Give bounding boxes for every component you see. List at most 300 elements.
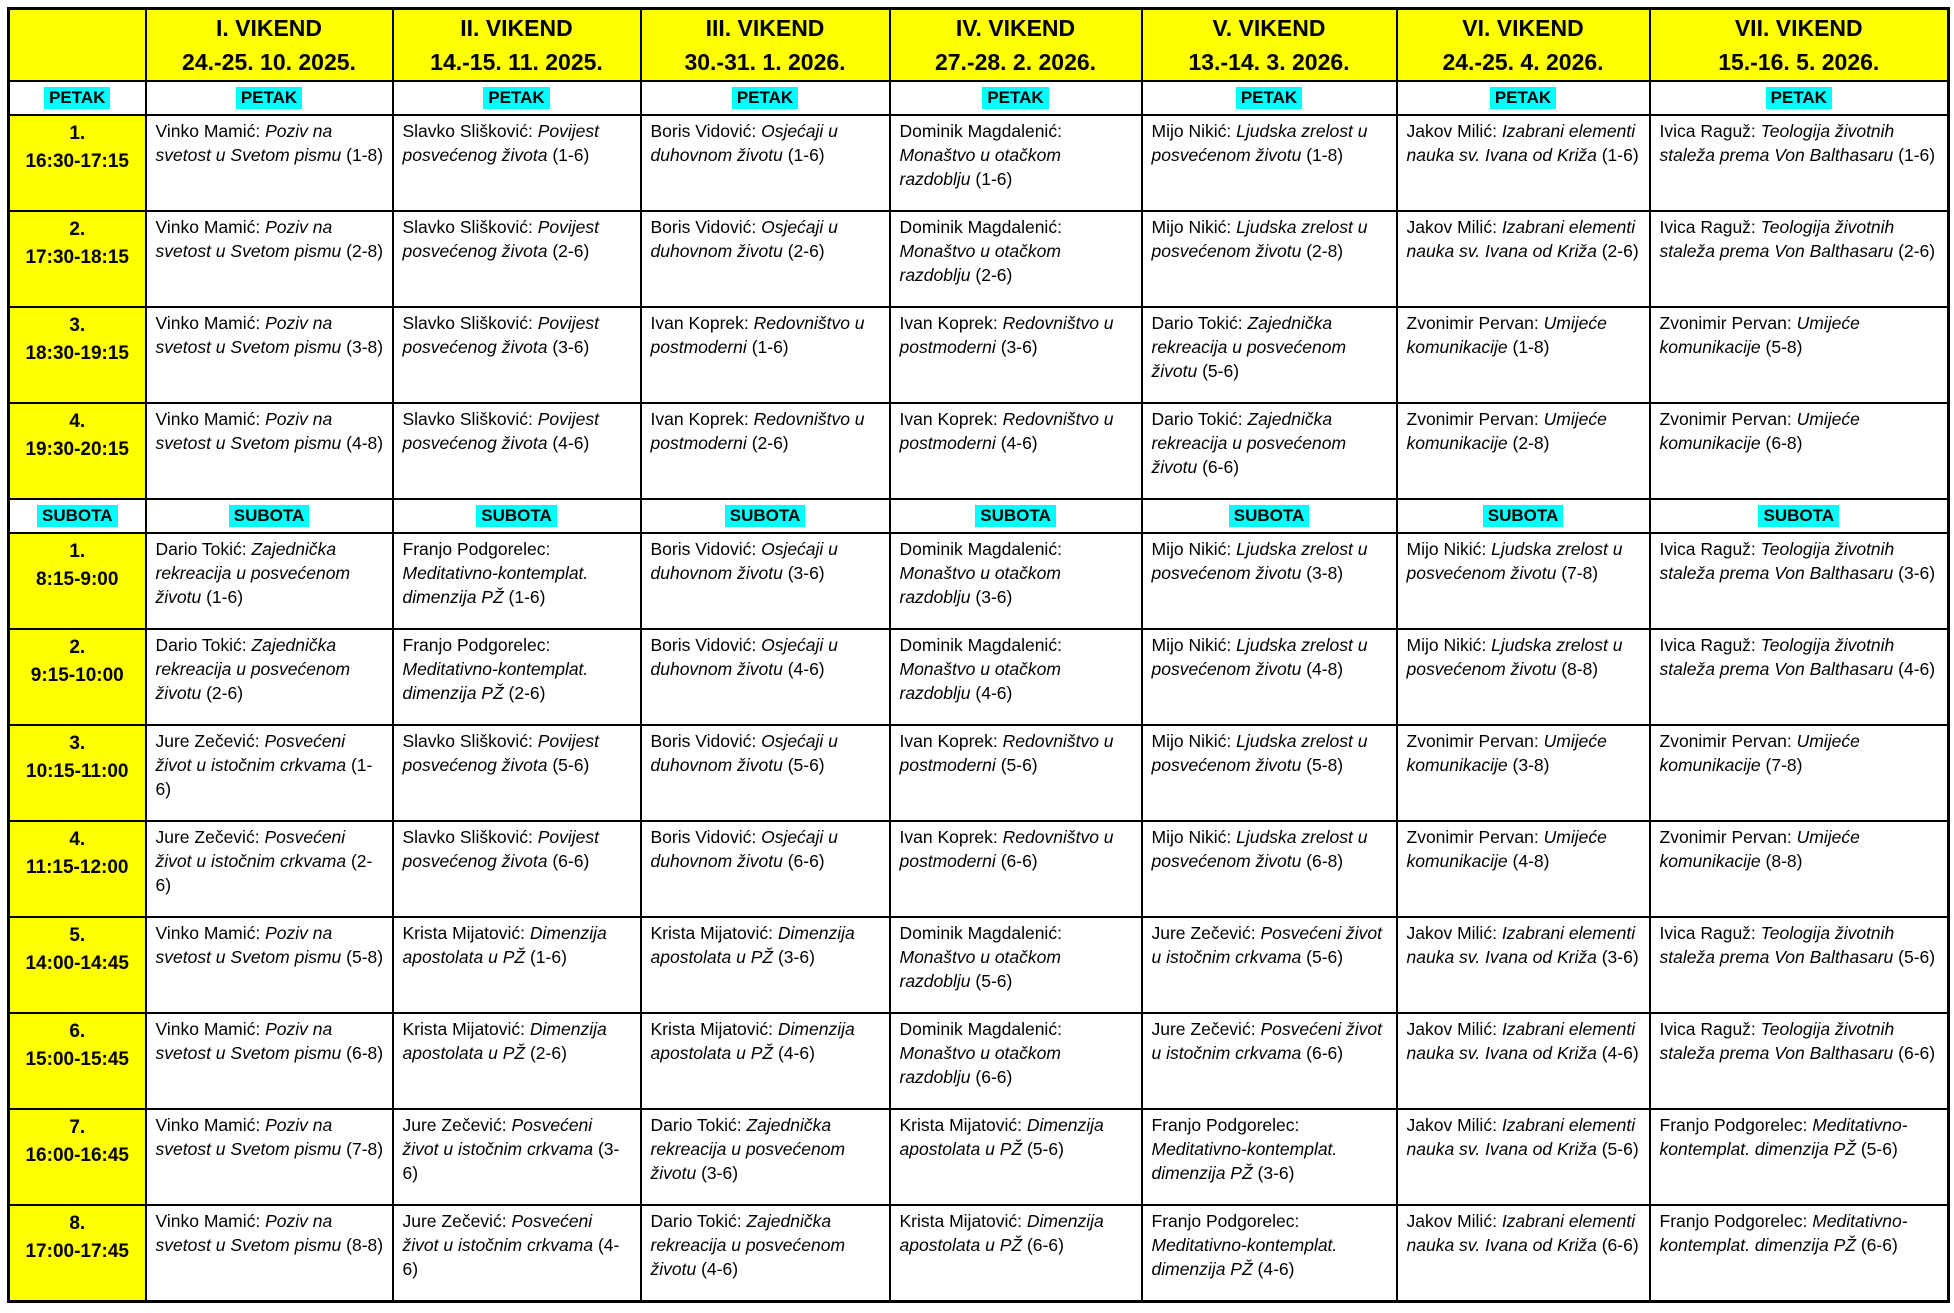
day-label: SUBOTA <box>1229 505 1310 527</box>
day-label-row <box>9 499 1949 533</box>
day-label-cell <box>146 81 393 115</box>
course-title: Poziv na svetost u Svetom pismu <box>155 313 342 357</box>
lecturer-name: Jakov Milić: <box>1406 1019 1497 1039</box>
session-count: (3-6) <box>1000 336 1038 357</box>
session-count: (1-6) <box>1898 144 1936 165</box>
lecturer-name: Franjo Podgorelec: <box>1151 1115 1300 1135</box>
slot-number: 3. <box>69 733 86 754</box>
session-count: (2-8) <box>1306 240 1344 261</box>
lecturer-name: Zvonimir Pervan: <box>1659 409 1792 429</box>
session-count: (4-8) <box>1306 658 1344 679</box>
time-cell <box>9 1205 146 1301</box>
lecture-cell <box>1650 307 1949 403</box>
slot-number: 4. <box>69 411 86 432</box>
lecture-cell <box>641 629 890 725</box>
lecturer-name: Krista Mijatović: <box>402 1019 526 1039</box>
course-title: Teologija životnih staleža prema Von Balthasaru <box>1659 635 1895 679</box>
session-count: (3-8) <box>346 336 384 357</box>
lecture-cell <box>1142 629 1397 725</box>
lecturer-name: Vinko Mamić: <box>155 217 261 237</box>
day-label: PETAK <box>1766 87 1832 109</box>
day-label-cell <box>890 81 1142 115</box>
day-label: PETAK <box>982 87 1048 109</box>
course-title: Meditativno-kontemplat. dimenzija PŽ <box>1659 1115 1908 1159</box>
lecturer-name: Dario Tokić: <box>155 635 247 655</box>
time-slot-row <box>9 1109 1949 1205</box>
lecturer-name: Jakov Milić: <box>1406 217 1497 237</box>
time-cell <box>9 1109 146 1205</box>
slot-number: 2. <box>69 219 86 240</box>
session-count: (7-8) <box>1765 754 1803 775</box>
session-count: (7-8) <box>1561 562 1599 583</box>
course-title: Monaštvo u otačkom razdoblju <box>899 240 1061 285</box>
course-title: Osjećaji u duhovnom životu <box>650 827 838 871</box>
lecturer-name: Ivica Raguž: <box>1659 121 1756 141</box>
session-count: (2-6) <box>1898 240 1936 261</box>
session-count: (5-6) <box>1202 360 1240 381</box>
lecturer-name: Dominik Magdalenić: <box>899 217 1062 237</box>
time-cell <box>9 115 146 211</box>
course-title: Osjećaji u duhovnom životu <box>650 121 838 165</box>
course-title: Zajednička rekreacija u posvećenom životu <box>650 1115 846 1183</box>
lecturer-name: Jakov Milić: <box>1406 1211 1497 1231</box>
lecturer-name: Krista Mijatović: <box>650 1019 774 1039</box>
day-label-cell <box>1142 499 1397 533</box>
lecture-cell <box>1142 917 1397 1013</box>
course-title: Redovništvo u postmoderni <box>899 409 1114 453</box>
course-title: Posvećeni život u istočnim crkvama <box>402 1211 594 1255</box>
time-cell <box>9 1013 146 1109</box>
slot-time: 14:00-14:45 <box>25 952 130 974</box>
session-count: (5-6) <box>1860 1138 1898 1159</box>
course-title: Redovništvo u postmoderni <box>899 313 1114 357</box>
lecturer-name: Vinko Mamić: <box>155 409 261 429</box>
session-count: (2-6) <box>787 240 825 261</box>
lecture-cell <box>146 1205 393 1301</box>
time-slot-row <box>9 115 1949 211</box>
lecturer-name: Ivica Raguž: <box>1659 923 1756 943</box>
weekend-title: I. VIKEND <box>215 14 323 41</box>
session-count: (5-6) <box>1601 1138 1639 1159</box>
lecturer-name: Vinko Mamić: <box>155 1019 261 1039</box>
day-label-cell <box>1650 499 1949 533</box>
session-count: (3-6) <box>701 1162 739 1183</box>
session-count: (6-6) <box>1601 1234 1639 1255</box>
course-title: Izabrani elementi nauka sv. Ivana od Križa <box>1406 1115 1636 1159</box>
course-title: Umijeće komunikacije <box>1406 827 1607 871</box>
lecture-cell <box>1142 211 1397 307</box>
session-count: (8-8) <box>1765 850 1803 871</box>
lecturer-name: Jure Zečević: <box>1151 923 1256 943</box>
lecturer-name: Mijo Nikić: <box>1151 217 1232 237</box>
lecturer-name: Dominik Magdalenić: <box>899 635 1062 655</box>
session-count: (1-6) <box>1601 144 1639 165</box>
lecture-cell <box>890 533 1142 629</box>
weekend-header <box>890 9 1142 82</box>
session-count: (8-8) <box>1561 658 1599 679</box>
lecturer-name: Mijo Nikić: <box>1406 539 1487 559</box>
lecturer-name: Dario Tokić: <box>1151 313 1243 333</box>
session-count: (3-6) <box>1257 1162 1295 1183</box>
corner-cell <box>9 9 146 82</box>
session-count: (5-6) <box>975 970 1013 991</box>
course-title: Teologija životnih staleža prema Von Balthasaru <box>1659 539 1895 583</box>
lecturer-name: Ivica Raguž: <box>1659 1019 1756 1039</box>
course-title: Redovništvo u postmoderni <box>899 827 1114 871</box>
lecture-cell <box>393 725 641 821</box>
session-count: (3-6) <box>787 562 825 583</box>
course-title: Teologija životnih staleža prema Von Balthasaru <box>1659 217 1895 261</box>
course-title: Izabrani elementi nauka sv. Ivana od Križa <box>1406 923 1636 967</box>
lecturer-name: Ivica Raguž: <box>1659 635 1756 655</box>
weekend-title: III. VIKEND <box>705 14 825 41</box>
session-count: (2-6) <box>975 264 1013 285</box>
lecture-cell <box>1650 1205 1949 1301</box>
session-count: (5-6) <box>1898 946 1936 967</box>
course-title: Monaštvo u otačkom razdoblju <box>899 562 1061 607</box>
lecture-cell <box>890 1013 1142 1109</box>
session-count: (4-6) <box>975 682 1013 703</box>
time-cell <box>9 211 146 307</box>
weekend-date: 27.-28. 2. 2026. <box>934 49 1097 75</box>
lecture-cell <box>641 307 890 403</box>
course-title: Poziv na svetost u Svetom pismu <box>155 1019 342 1063</box>
lecturer-name: Franjo Podgorelec: <box>1659 1211 1808 1231</box>
session-count: (4-6) <box>787 658 825 679</box>
weekend-title: II. VIKEND <box>460 14 573 41</box>
course-title: Povijest posvećenog života <box>402 217 599 261</box>
slot-number: 8. <box>69 1213 86 1234</box>
lecture-cell <box>1142 403 1397 499</box>
day-label: PETAK <box>236 87 302 109</box>
session-count: (4-8) <box>346 432 384 453</box>
lecturer-name: Zvonimir Pervan: <box>1406 731 1539 751</box>
session-count: (1-6) <box>751 336 789 357</box>
session-count: (6-6) <box>1202 456 1240 477</box>
course-title: Posvećeni život u istočnim crkvama <box>155 827 347 871</box>
lecturer-name: Ivan Koprek: <box>650 409 749 429</box>
course-title: Poziv na svetost u Svetom pismu <box>155 923 342 967</box>
header-row <box>9 9 1949 82</box>
session-count: (5-6) <box>1306 946 1344 967</box>
lecture-cell <box>890 403 1142 499</box>
lecture-cell <box>641 1205 890 1301</box>
session-count: (3-6) <box>975 586 1013 607</box>
lecturer-name: Boris Vidović: <box>650 635 757 655</box>
lecturer-name: Slavko Slišković: <box>402 731 533 751</box>
time-slot-row <box>9 821 1949 917</box>
lecturer-name: Boris Vidović: <box>650 827 757 847</box>
weekend-date: 15.-16. 5. 2026. <box>1718 49 1880 75</box>
lecture-cell <box>890 629 1142 725</box>
day-label: SUBOTA <box>1758 505 1839 527</box>
session-count: (3-6) <box>1601 946 1639 967</box>
day-label-cell <box>9 81 146 115</box>
time-slot-row <box>9 533 1949 629</box>
time-cell <box>9 629 146 725</box>
course-title: Povijest posvećenog života <box>402 827 599 871</box>
day-label-cell <box>641 499 890 533</box>
course-title: Osjećaji u duhovnom životu <box>650 217 838 261</box>
lecturer-name: Jure Zečević: <box>155 731 260 751</box>
lecturer-name: Mijo Nikić: <box>1151 635 1232 655</box>
time-slot-row <box>9 629 1949 725</box>
day-label-cell <box>641 81 890 115</box>
lecture-cell <box>146 307 393 403</box>
session-count: (4-6) <box>1601 1042 1639 1063</box>
lecture-cell <box>1397 211 1650 307</box>
course-title: Redovništvo u postmoderni <box>650 409 865 453</box>
course-title: Poziv na svetost u Svetom pismu <box>155 217 342 261</box>
lecturer-name: Mijo Nikić: <box>1151 731 1232 751</box>
session-count: (4-8) <box>1512 850 1550 871</box>
slot-number: 7. <box>69 1117 86 1138</box>
lecturer-name: Mijo Nikić: <box>1151 121 1232 141</box>
lecturer-name: Ivan Koprek: <box>650 313 749 333</box>
lecturer-name: Jure Zečević: <box>155 827 260 847</box>
slot-number: 4. <box>69 829 86 850</box>
lecturer-name: Vinko Mamić: <box>155 121 261 141</box>
course-title: Ljudska zrelost u posvećenom životu <box>1151 731 1368 775</box>
course-title: Ljudska zrelost u posvećenom životu <box>1151 827 1368 871</box>
lecture-cell <box>1397 917 1650 1013</box>
weekend-date: 13.-14. 3. 2026. <box>1188 49 1350 75</box>
lecturer-name: Franjo Podgorelec: <box>1151 1211 1300 1231</box>
weekend-header <box>393 9 641 82</box>
day-label: PETAK <box>1490 87 1556 109</box>
time-cell <box>9 821 146 917</box>
session-count: (1-6) <box>975 168 1013 189</box>
session-count: (2-6) <box>206 682 244 703</box>
lecturer-name: Slavko Slišković: <box>402 217 533 237</box>
slot-number: 1. <box>69 123 86 144</box>
lecture-cell <box>1397 533 1650 629</box>
lecturer-name: Ivan Koprek: <box>899 313 998 333</box>
session-count: (4-6) <box>402 1234 620 1279</box>
course-title: Ljudska zrelost u posvećenom životu <box>1151 121 1368 165</box>
slot-time: 8:15-9:00 <box>36 568 119 590</box>
lecture-cell <box>146 1109 393 1205</box>
slot-time: 17:00-17:45 <box>25 1240 130 1262</box>
course-title: Redovništvo u postmoderni <box>650 313 865 357</box>
time-cell <box>9 533 146 629</box>
lecture-cell <box>1650 115 1949 211</box>
lecturer-name: Vinko Mamić: <box>155 1115 261 1135</box>
lecture-cell <box>1142 307 1397 403</box>
lecture-cell <box>393 1205 641 1301</box>
session-count: (6-6) <box>1898 1042 1936 1063</box>
course-title: Meditativno-kontemplat. dimenzija PŽ <box>402 658 589 703</box>
lecture-cell <box>1142 115 1397 211</box>
lecturer-name: Mijo Nikić: <box>1151 827 1232 847</box>
lecture-cell <box>890 115 1142 211</box>
day-label: SUBOTA <box>229 505 310 527</box>
course-title: Izabrani elementi nauka sv. Ivana od Križa <box>1406 217 1636 261</box>
course-title: Zajednička rekreacija u posvećenom životu <box>155 539 351 607</box>
lecturer-name: Jure Zečević: <box>402 1211 507 1231</box>
session-count: (4-6) <box>552 432 590 453</box>
course-title: Dimenzija apostolata u PŽ <box>899 1211 1104 1255</box>
session-count: (1-8) <box>1512 336 1550 357</box>
lecture-cell <box>1142 533 1397 629</box>
session-count: (3-8) <box>1306 562 1344 583</box>
lecture-cell <box>1397 403 1650 499</box>
lecturer-name: Boris Vidović: <box>650 121 757 141</box>
lecture-cell <box>393 533 641 629</box>
session-count: (5-6) <box>787 754 825 775</box>
day-label-row <box>9 81 1949 115</box>
lecture-cell <box>393 211 641 307</box>
session-count: (4-6) <box>1257 1258 1295 1279</box>
day-label-cell <box>890 499 1142 533</box>
lecturer-name: Franjo Podgorelec: <box>1659 1115 1808 1135</box>
lecturer-name: Ivan Koprek: <box>899 827 998 847</box>
day-label: PETAK <box>1236 87 1302 109</box>
course-title: Meditativno-kontemplat. dimenzija PŽ <box>1151 1138 1338 1183</box>
session-count: (5-6) <box>1000 754 1038 775</box>
lecture-cell <box>1650 533 1949 629</box>
schedule-body <box>9 81 1949 1301</box>
session-count: (2-6) <box>508 682 546 703</box>
session-count: (2-8) <box>346 240 384 261</box>
lecture-cell <box>890 307 1142 403</box>
session-count: (4-6) <box>701 1258 739 1279</box>
lecturer-name: Dominik Magdalenić: <box>899 121 1062 141</box>
day-label: SUBOTA <box>975 505 1056 527</box>
lecture-cell <box>1142 1109 1397 1205</box>
session-count: (5-6) <box>552 754 590 775</box>
time-slot-row <box>9 307 1949 403</box>
lecture-cell <box>641 1013 890 1109</box>
lecturer-name: Franjo Podgorelec: <box>402 539 551 559</box>
weekend-title: IV. VIKEND <box>955 14 1076 41</box>
day-label-cell <box>1142 81 1397 115</box>
session-count: (3-6) <box>402 1138 620 1183</box>
session-count: (1-6) <box>787 144 825 165</box>
lecturer-name: Krista Mijatović: <box>402 923 526 943</box>
lecture-cell <box>890 1109 1142 1205</box>
day-label: SUBOTA <box>1483 505 1564 527</box>
course-title: Umijeće komunikacije <box>1659 827 1860 871</box>
session-count: (1-8) <box>346 144 384 165</box>
time-slot-row <box>9 725 1949 821</box>
course-title: Izabrani elementi nauka sv. Ivana od Križa <box>1406 1211 1636 1255</box>
slot-time: 18:30-19:15 <box>25 342 130 364</box>
lecturer-name: Jure Zečević: <box>1151 1019 1256 1039</box>
course-title: Ljudska zrelost u posvećenom životu <box>1151 635 1368 679</box>
lecture-cell <box>641 403 890 499</box>
lecture-cell <box>1397 1205 1650 1301</box>
lecturer-name: Dario Tokić: <box>650 1115 742 1135</box>
course-title: Osjećaji u duhovnom životu <box>650 539 838 583</box>
lecturer-name: Krista Mijatović: <box>899 1211 1023 1231</box>
course-title: Povijest posvećenog života <box>402 409 599 453</box>
slot-number: 2. <box>69 637 86 658</box>
lecturer-name: Dominik Magdalenić: <box>899 923 1062 943</box>
lecture-cell <box>1650 917 1949 1013</box>
lecture-cell <box>1142 725 1397 821</box>
course-title: Monaštvo u otačkom razdoblju <box>899 658 1061 703</box>
session-count: (3-6) <box>552 336 590 357</box>
lecturer-name: Zvonimir Pervan: <box>1406 313 1539 333</box>
day-label-cell <box>1397 81 1650 115</box>
lecturer-name: Slavko Slišković: <box>402 827 533 847</box>
day-label: PETAK <box>732 87 798 109</box>
course-title: Meditativno-kontemplat. dimenzija PŽ <box>402 562 589 607</box>
time-slot-row <box>9 917 1949 1013</box>
lecture-cell <box>393 629 641 725</box>
course-title: Posvećeni život u istočnim crkvama <box>155 731 347 775</box>
slot-time: 11:15-12:00 <box>26 856 129 878</box>
time-slot-row <box>9 403 1949 499</box>
session-count: (3-6) <box>777 946 815 967</box>
session-count: (5-6) <box>1026 1138 1064 1159</box>
time-slot-row <box>9 1205 1949 1301</box>
course-title: Ljudska zrelost u posvećenom životu <box>1406 635 1623 679</box>
lecturer-name: Zvonimir Pervan: <box>1659 313 1792 333</box>
lecture-cell <box>146 533 393 629</box>
lecture-cell <box>1650 821 1949 917</box>
lecturer-name: Krista Mijatović: <box>899 1115 1023 1135</box>
course-title: Ljudska zrelost u posvećenom životu <box>1151 539 1368 583</box>
lecture-cell <box>1397 115 1650 211</box>
lecture-cell <box>641 725 890 821</box>
day-label-cell <box>393 81 641 115</box>
day-label-cell <box>393 499 641 533</box>
lecturer-name: Ivica Raguž: <box>1659 217 1756 237</box>
slot-time: 17:30-18:15 <box>25 246 130 268</box>
course-title: Zajednička rekreacija u posvećenom životu <box>155 635 351 703</box>
session-count: (5-8) <box>346 946 384 967</box>
lecturer-name: Dario Tokić: <box>650 1211 742 1231</box>
slot-time: 16:00-16:45 <box>25 1144 130 1166</box>
session-count: (2-6) <box>529 1042 567 1063</box>
course-title: Dimenzija apostolata u PŽ <box>899 1115 1104 1159</box>
lecture-cell <box>393 403 641 499</box>
weekend-header <box>1142 9 1397 82</box>
lecture-cell <box>890 211 1142 307</box>
lecturer-name: Zvonimir Pervan: <box>1406 827 1539 847</box>
session-count: (4-6) <box>1000 432 1038 453</box>
session-count: (6-8) <box>1765 432 1803 453</box>
session-count: (4-6) <box>777 1042 815 1063</box>
session-count: (2-6) <box>1601 240 1639 261</box>
course-title: Poziv na svetost u Svetom pismu <box>155 1211 342 1255</box>
lecture-cell <box>890 725 1142 821</box>
lecturer-name: Jakov Milić: <box>1406 1115 1497 1135</box>
course-title: Umijeće komunikacije <box>1659 731 1860 775</box>
lecture-cell <box>641 917 890 1013</box>
session-count: (1-6) <box>155 754 373 799</box>
day-label: SUBOTA <box>725 505 806 527</box>
session-count: (6-6) <box>1000 850 1038 871</box>
lecture-cell <box>1397 821 1650 917</box>
course-title: Meditativno-kontemplat. dimenzija PŽ <box>1659 1211 1908 1255</box>
lecturer-name: Franjo Podgorelec: <box>402 635 551 655</box>
lecture-cell <box>393 1109 641 1205</box>
lecture-cell <box>1650 211 1949 307</box>
lecture-cell <box>641 1109 890 1205</box>
session-count: (1-8) <box>1306 144 1344 165</box>
lecturer-name: Boris Vidović: <box>650 217 757 237</box>
day-label: PETAK <box>44 87 110 109</box>
course-title: Dimenzija apostolata u PŽ <box>650 923 855 967</box>
session-count: (6-6) <box>787 850 825 871</box>
lecture-cell <box>641 821 890 917</box>
lecture-cell <box>1650 725 1949 821</box>
course-title: Izabrani elementi nauka sv. Ivana od Križa <box>1406 1019 1636 1063</box>
course-title: Zajednička rekreacija u posvećenom životu <box>1151 313 1347 381</box>
